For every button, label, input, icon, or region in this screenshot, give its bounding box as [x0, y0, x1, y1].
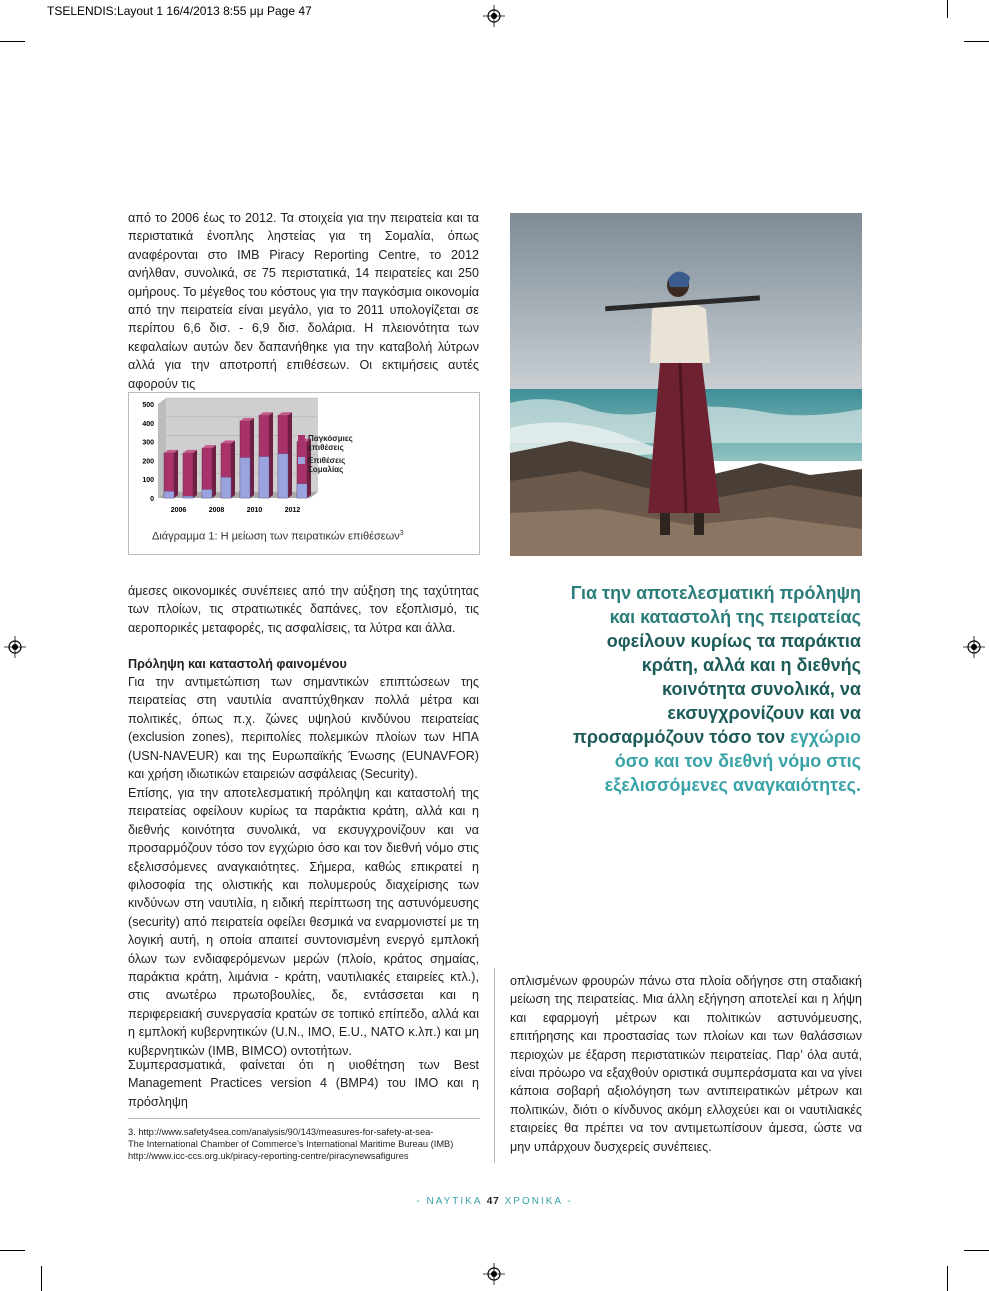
chart-caption-text: Διάγραμμα 1: Η μείωση των πειρατικών επιθέσεων — [152, 530, 400, 543]
page-number: 47 — [486, 1196, 500, 1207]
legend-swatch-global — [298, 435, 305, 442]
footnote-line: The International Chamber of Commerce’s International Maritime Bureau (IMB) — [128, 1139, 454, 1150]
footer-magazine-left: - ΝΑΥΤΙΚΑ — [416, 1196, 482, 1207]
registration-mark-icon — [483, 1263, 505, 1285]
pull-quote-part-3: εγχώριο όσο και τον διεθνή νόμο στις εξελισσόμενες αναγκαιότητες. — [604, 727, 861, 795]
chart-bar-somalia — [183, 496, 193, 498]
legend-label-somalia: Επιθέσεις Σομαλίας — [308, 456, 346, 474]
pull-quote-part-1: Για την αποτελεσματική πρόληψη και καταστολή της πειρατείας — [570, 583, 861, 627]
chart-y-tick-label: 200 — [142, 458, 154, 466]
intro-paragraph: από το 2006 έως το 2012. Τα στοιχεία για την πειρατεία και τα περιστατικά ένοπλης ληστείας για τη Σομαλία, όπως αναφέρονται στο IMB Piracy Reporting Centre, το 2012 ανήλθαν, συνολικά, σε 75 περιστατικά, 14 πειρατείες και 250 ομήρους. Το μέγεθος του κόστους για την παγκόσμια οικονομία από την πειρατεία είναι μεγάλο, για το 2011 υπολογίζεται σε περίπου 6,6 δισ. - 6,9 δισ. δολάρια. Η πλειονότητα των κεφαλαίων αυτών δεν δαπανήθηκε για την καταβολή λύτρων αλλά για την αποτροπή επιθέσεων. Οι εκτιμήσεις αυτές αφορούν τις — [128, 211, 479, 391]
chart-legend-item — [298, 456, 358, 474]
chart-bar-global-side — [269, 412, 273, 498]
chart-bar-somalia — [202, 490, 212, 498]
left-paragraph-3: Επίσης, για την αποτελεσματική πρόληψη και καταστολή της πειρατείας οφείλουν κυρίως τα παράκτια κράτη, αλλά και η διεθνής κοινότητα συνολικά, να εκσυγχρονίζουν και να προσαρμόζουν τόσο τον εγχώριο όσο και τον διεθνή νόμο στις εξελισσόμενες αναγκαιότητες. Σήμερα, καθώς επικρατεί η φιλοσοφία της ολιστικής και πολυμερούς διαχείρισης των κινδύνων στη ναυτιλία, η ειδική περίπτωση της αστυνόμευσης (security) από πειρατεία οφείλει θεσμικά να εναρμονιστεί με τη λογική αυτή, η οποία απαιτεί συντονισμένη ενεργό εμπλοκή όλων των ενδιαφερόμενων μερών (πλοίο, κράτος σημαίας, παράκτια κράτη, λιμάνια - κράτη, ναυτιλιακές εταιρείες κτλ.), στις ανωτέρω πρωτοβουλίες, δε, εντάσσεται και η περιφερειακή συνεργασία κρατών σε τοπικό επίπεδο, αλλά και η εμπλοκή κυβερνητικών (U.N., IMO, E.U., NATO κ.λπ.) και μη κυβερνητικών (IMB, BIMCO) οντοτήτων. — [128, 786, 479, 1058]
chart-bar-somalia — [278, 454, 288, 498]
chart-bar-somalia — [221, 477, 231, 498]
chart-bar-global-side — [193, 450, 197, 498]
chart-caption — [152, 530, 404, 543]
crop-mark — [41, 1266, 42, 1291]
footnote-rule — [128, 1118, 480, 1119]
chart-y-tick-label: 0 — [150, 496, 154, 503]
slug-line: TSELENDIS:Layout 1 16/4/2013 8:55 μμ Page 47 — [47, 4, 312, 18]
crop-mark — [964, 1250, 989, 1251]
chart-legend — [298, 434, 358, 474]
column-rule — [494, 968, 495, 1163]
chart-bar-somalia — [297, 484, 307, 498]
chart-bar-somalia — [240, 458, 250, 498]
footnote — [128, 1126, 480, 1163]
legend-swatch-somalia — [298, 457, 305, 464]
left-paragraph-1: άμεσες οικονομικές συνέπειες από την αύξηση της ταχύτητας των πλοίων, τις στρατιωτικές δαπάνες, τον εξοπλισμό, τις αεροπορικές μεταφορές, τις ασφαλίσεις, τα λύτρα και άλλα. — [128, 584, 479, 635]
crop-mark — [0, 1250, 25, 1251]
crop-mark — [947, 1266, 948, 1291]
section-heading: Πρόληψη και καταστολή φαινομένου — [128, 657, 347, 671]
legend-label-global: Παγκόσμιες επιθέσεις — [308, 434, 353, 452]
footnote-line: 3. http://www.safety4sea.com/analysis/90/143/measures-for-safety-at-sea- — [128, 1127, 434, 1137]
chart-x-tick-label: 2006 — [170, 507, 187, 514]
chart-y-tick-label: 500 — [142, 402, 154, 409]
chart-bar-global-side — [250, 418, 254, 498]
chart-x-tick-label: 2008 — [208, 507, 225, 514]
chart-caption-footnote-ref: 3 — [399, 530, 404, 537]
chart-bar-global-side — [231, 440, 235, 498]
left-paragraph-2: Για την αντιμετώπιση των σημαντικών επιπτώσεων της πειρατείας στη ναυτιλία αναπτύχθηκαν πολλά μέτρα και πολιτικές, όπως π.χ. ζώνες υψηλού κινδύνου πειρατείας (exclusion zones), περιπολίες πολεμικών πλοίων των ΗΠΑ (USN-NAVEUR) και της Ευρωπαϊκής Ένωσης (EUNAVFOR) και χρήση ιδιωτικών εταιρειών ασφάλειας (Security). — [128, 675, 479, 782]
footer-magazine-right: ΧΡΟΝΙΚΑ - — [504, 1196, 573, 1207]
crop-mark — [964, 41, 989, 42]
chart-bar-global-side — [174, 450, 178, 498]
chart-bar-somalia — [164, 491, 174, 498]
chart-y-tick-label: 400 — [142, 420, 154, 428]
registration-mark-icon — [963, 636, 985, 658]
crop-mark — [947, 0, 948, 18]
chart-legend-item — [298, 434, 358, 452]
registration-mark-icon — [4, 636, 26, 658]
right-paragraph: οπλισμένων φρουρών πάνω στα πλοία οδήγησε στη σταδιακή μείωση της πειρατείας. Μια άλλη εξήγηση αποτελεί και η λήψη και εφαρμογή μέτρων και πολιτικών αστυνόμευσης, επιτήρησης και προστασίας των πλοίων και των θαλάσσιων περιοχών με έξαρση περιστατικών πειρατείας. Παρ’ όλα αυτά, είναι πρόωρο να εξαχθούν οριστικά συμπεράσματα και να γίνει κάποια σοβαρή αξιολόγηση των αντιπειρατικών μέτρων και πολιτικών, διότι ο κίνδυνος ακόμη ελλοχεύει και οι ναυτιλιακές εταιρείες θα πρέπει να τον αντιμετωπίσουν άμεσα, ώστε να μην υπάρχουν δυσχερείς συνέπειες. — [510, 974, 862, 1154]
pull-quote-part-2: οφείλουν κυρίως τα παράκτια κράτη, αλλά και η διεθνής κοινότητα συνολικά, να εκσυγχρονίζουν και να προσαρμόζουν τόσο τον — [573, 631, 861, 747]
left-paragraph-4: Συμπερασματικά, φαίνεται ότι η υιοθέτηση των Best Management Practices version 4 (BMP4) του IMO και η πρόσληψη — [128, 1058, 479, 1109]
chart-bar-global — [183, 453, 193, 498]
chart-x-tick-label: 2010 — [246, 507, 263, 514]
chart-bar-somalia — [259, 457, 269, 498]
page-footer — [0, 1196, 989, 1207]
chart-x-tick-label: 2012 — [284, 507, 301, 514]
footnote-line: http://www.icc-ccs.org.uk/piracy-reporting-centre/piracynewsafigures — [128, 1151, 409, 1162]
pull-quote — [565, 581, 861, 797]
registration-mark-icon — [483, 5, 505, 27]
chart-bar-global-side — [288, 412, 292, 498]
chart-y-tick-label: 100 — [142, 477, 154, 485]
chart-y-tick-label: 300 — [142, 439, 154, 447]
chart-floor — [158, 492, 318, 498]
chart-bar-global-side — [212, 445, 216, 498]
pirate-photo — [510, 213, 862, 556]
crop-mark — [0, 41, 25, 42]
